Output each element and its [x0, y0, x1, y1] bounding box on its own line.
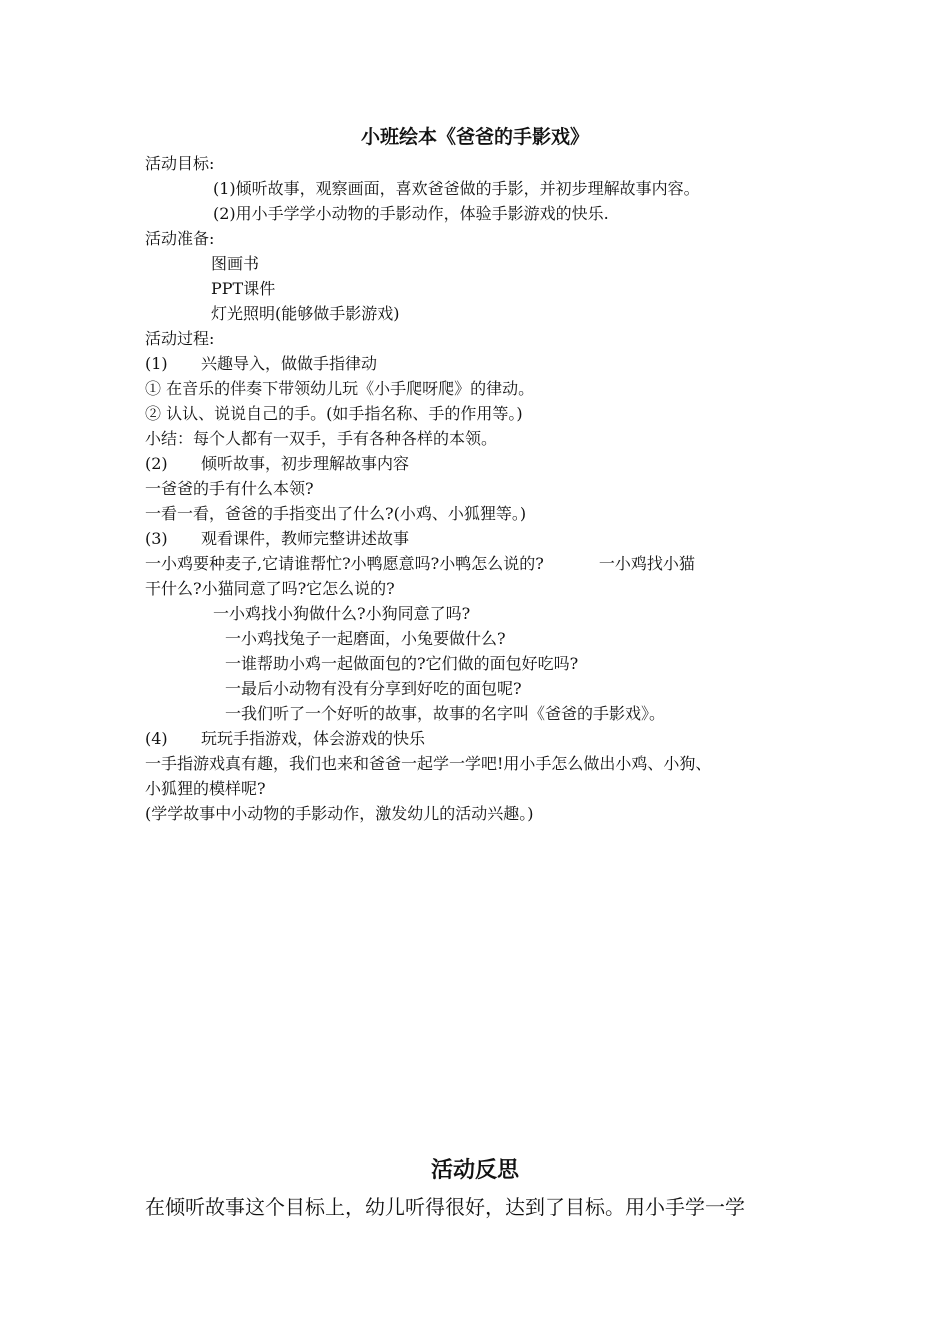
document-body	[145, 151, 815, 826]
step-line: 一谁帮助小鸡一起做面包的?它们做的面包好吃吗?	[225, 654, 579, 673]
step-title: 玩玩手指游戏，体会游戏的快乐	[201, 729, 426, 748]
step-number: (4)	[145, 729, 168, 748]
goal-item: (1)倾听故事，观察画面，喜欢爸爸做的手影，并初步理解故事内容。	[213, 179, 700, 198]
step-line: 一我们听了一个好听的故事，故事的名字叫《爸爸的手影戏》。	[225, 704, 666, 723]
step-line	[145, 551, 815, 576]
reflection-title: 活动反思	[430, 1157, 519, 1183]
step-title: 兴趣导入，做做手指律动	[201, 354, 378, 373]
step-line: 一小鸡找兔子一起磨面，小兔要做什么?	[225, 629, 506, 648]
prep-item: PPT课件	[211, 279, 276, 298]
step-heading	[145, 351, 815, 376]
step-line: (学学故事中小动物的手影动作，激发幼儿的活动兴趣。)	[145, 804, 534, 823]
step-number: (2)	[145, 454, 168, 473]
step-line: 一小鸡找小狗做什么?小狗同意了吗?	[213, 604, 471, 623]
step-line: 小狐狸的模样呢?	[145, 779, 266, 798]
step-line: 干什么?小猫同意了吗?它怎么说的?	[145, 579, 395, 598]
step-line: ① 在音乐的伴奏下带领幼儿玩《小手爬呀爬》的律动。	[145, 379, 535, 398]
step-title: 倾听故事，初步理解故事内容	[201, 454, 410, 473]
goals-heading: 活动目标:	[145, 154, 215, 173]
step-line: ② 认认、说说自己的手。(如手指名称、手的作用等。)	[145, 404, 523, 423]
prep-item: 图画书	[211, 254, 260, 273]
step-line: 一爸爸的手有什么本领?	[145, 479, 314, 498]
step-line: 小结：每个人都有一双手，手有各种各样的本领。	[145, 429, 498, 448]
prep-heading: 活动准备:	[145, 229, 215, 248]
step-line-right: 一小鸡找小猫	[598, 554, 695, 573]
step-title: 观看课件，教师完整讲述故事	[201, 529, 410, 548]
step-line: 一看一看，爸爸的手指变出了什么?(小鸡、小狐狸等。)	[145, 504, 527, 523]
step-line: 一手指游戏真有趣，我们也来和爸爸一起学一学吧!用小手怎么做出小鸡、小狗、	[145, 754, 712, 773]
step-heading	[145, 451, 815, 476]
step-number: (1)	[145, 354, 168, 373]
step-heading	[145, 526, 815, 551]
step-line: 一最后小动物有没有分享到好吃的面包呢?	[225, 679, 522, 698]
goal-item: (2)用小手学学小动物的手影动作，体验手影游戏的快乐.	[213, 204, 609, 223]
step-number: (3)	[145, 529, 168, 548]
process-heading: 活动过程:	[145, 329, 215, 348]
page-title: 小班绘本《爸爸的手影戏》	[360, 126, 589, 148]
step-heading	[145, 726, 815, 751]
prep-item: 灯光照明(能够做手影游戏)	[211, 304, 400, 323]
step-line-left: 一小鸡要种麦子,它请谁帮忙?小鸭愿意吗?小鸭怎么说的?	[145, 554, 544, 573]
reflection-text: 在倾听故事这个目标上，幼儿听得很好，达到了目标。用小手学一学	[145, 1195, 745, 1219]
